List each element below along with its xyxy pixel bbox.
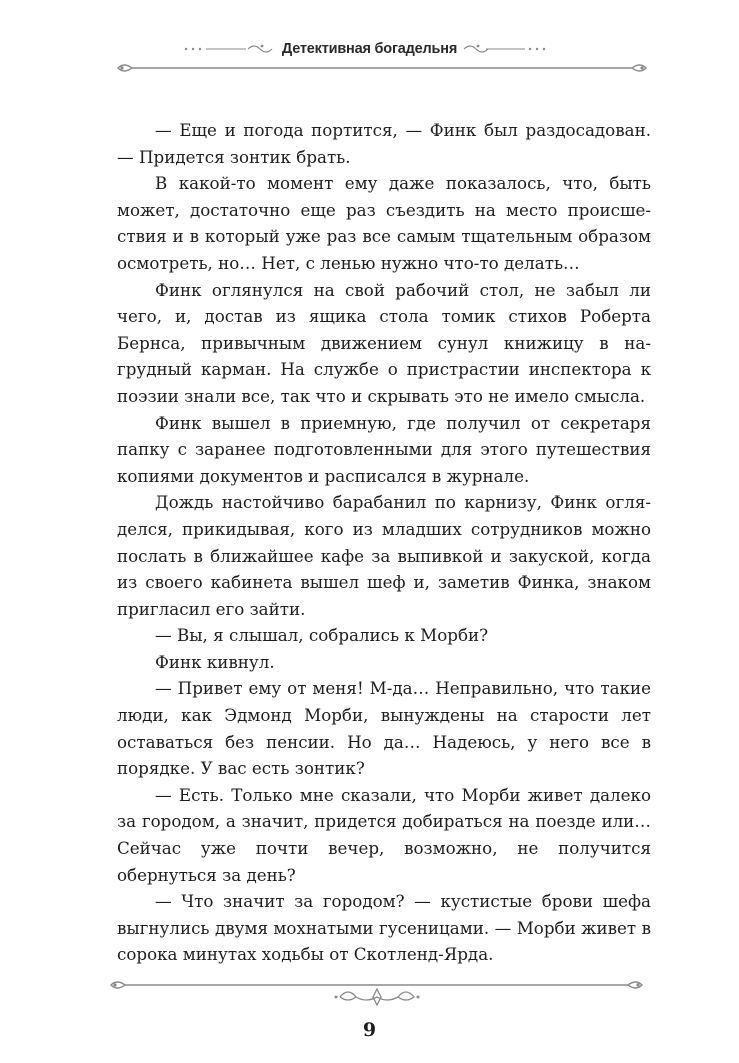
body-text [117,117,651,968]
page-number: 9 [362,1019,377,1041]
paragraph: Финк оглянулся на свой рабочий стол, не забыл ли чего, и, достав из ящика стола томик стихов Роберта Бернса, привычным движением сунул книжицу в нагрудный карман. На службе о пристрастии инспектора к поэзии знали все, так что и скрывать это не имело смысла. [117,279,651,406]
paragraph: Дождь настойчиво барабанил по карнизу, Финк огляделся, прикидывая, кого из младших сотрудников можно послать в ближайшее кафе за выпивкой и закуской, когда из своего кабинета вышел шеф и, заметив Финка, знаком пригласил его зайти. [117,492,651,619]
running-header [0,0,739,90]
paragraph: Финк вышел в приемную, где получил от секретаря папку с заранее подготовленными для этого путешествия копиями документов и расписался в журнале. [117,412,651,486]
footer-ornament [0,975,739,1015]
paragraph: — Привет ему от меня! М-да… Неправильно, что такие люди, как Эдмонд Морби, вынуждены на старости лет оставаться без пенсии. Но да… Надеюсь, у него все в порядке. У вас есть зонтик? [117,678,651,779]
paragraph: — Что значит за городом? — кустистые брови шефа выгнулись двумя мохнатыми гусеницами. — Морби живет в сорока минутах ходьбы от Скотленд-Ярда. [117,891,651,965]
paragraph: — Еще и погода портится, — Финк был раздосадован. — Придется зонтик брать. [117,120,651,167]
paragraph: Финк кивнул. [155,651,275,672]
running-title: Детективная богадельня [281,41,458,57]
paragraph: — Есть. Только мне сказали, что Морби живет далеко за городом, а значит, придется добираться на поезде или… Сейчас уже почти вечер, возможно, не получится обернуться за день? [117,784,651,885]
paragraph: — Вы, я слышал, собрались к Морби? [155,625,489,646]
paragraph: В какой-то момент ему даже показалось, что, быть может, достаточно еще раз съездить на место происшествия и в который уже раз все самым тщательным образом осмотреть, но… Нет, с ленью нужно что-то делать… [117,173,651,273]
